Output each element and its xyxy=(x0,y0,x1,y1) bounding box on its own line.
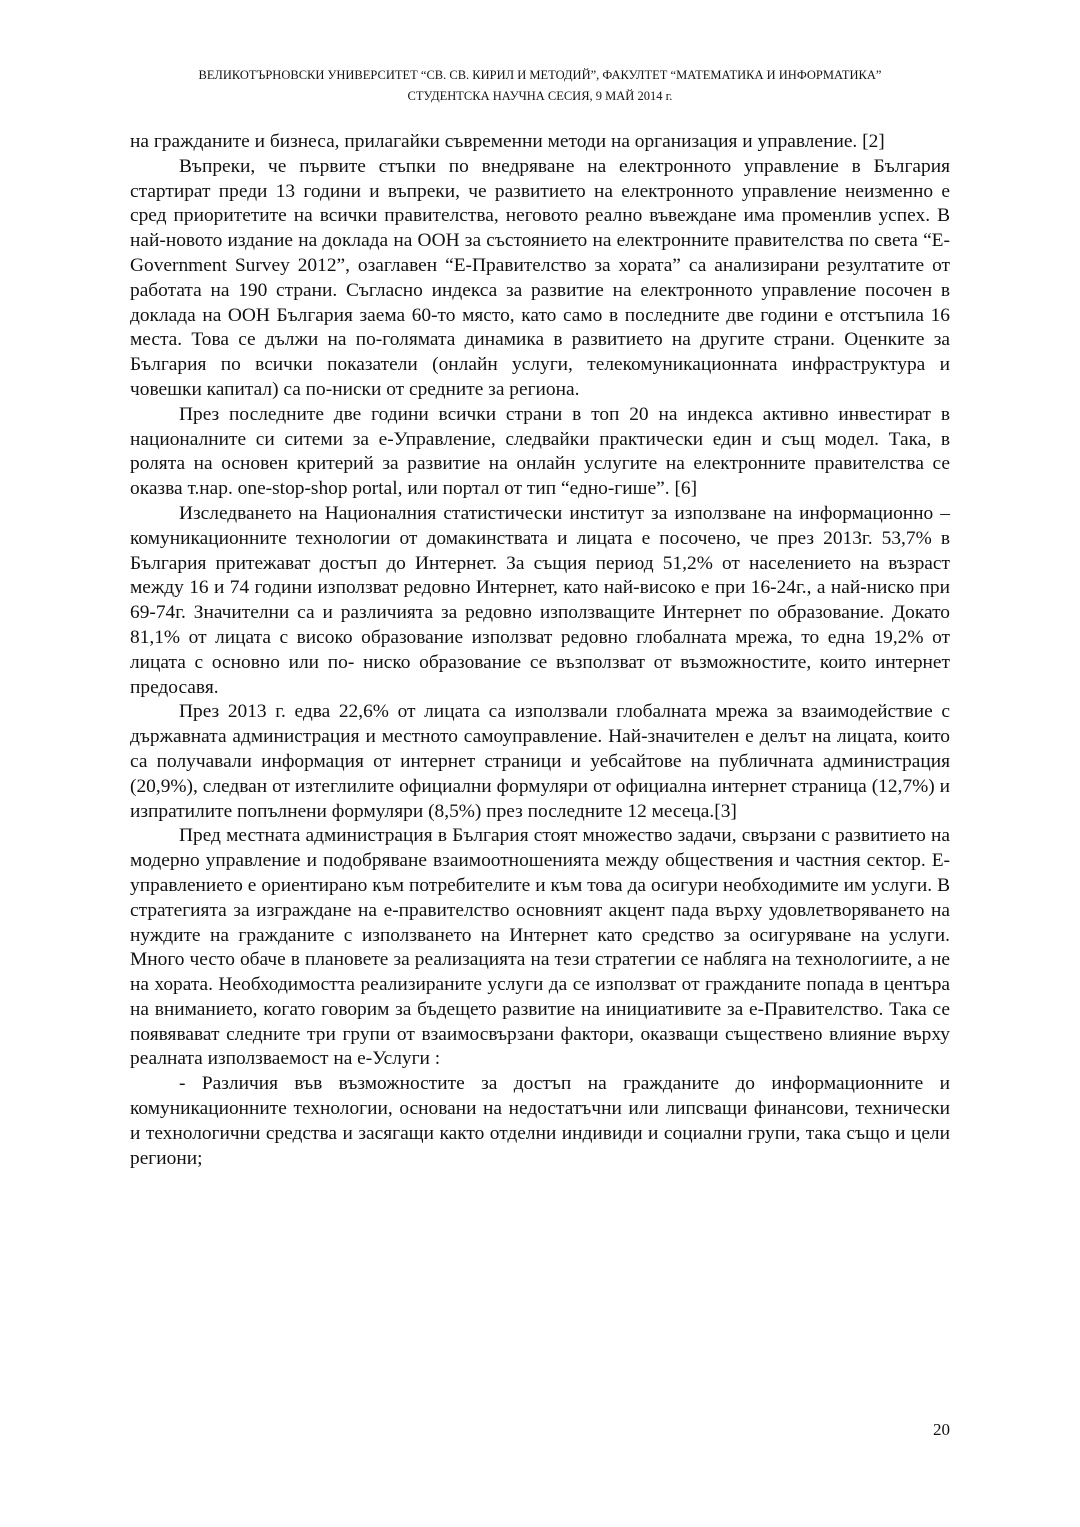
paragraph: През 2013 г. едва 22,6% от лицата са използвали глобалната мрежа за взаимодействие с държавната администрация и местното самоуправление. Най-значителен е делът на лицата, които са получавали информация от интернет страници и уебсайтове на публичната администрация (20,9%), следван от изтеглилите официални формуляри от официална интернет страница (12,7%) и изпратилите попълнени формуляри (8,5%) през последните 12 месеца.[3] xyxy=(130,701,950,822)
page-number: 20 xyxy=(933,1420,950,1439)
paragraph-continuation: на гражданите и бизнеса, прилагайки съвременни методи на организация и управление. [2] xyxy=(130,131,885,152)
paragraph: Пред местната администрация в България стоят множество задачи, свързани с развитието на модерно управление и подобряване взаимоотношенията между обществения и частния сектор. Е-управлението е ориентирано към потребителите и към това да осигури необходимите им услуги. В стратегията за изграждане на е-правителство основният акцент пада върху удовлетворяването на нуждите на гражданите с използването на Интернет като средство за осигуряване на услуги. Много често обаче в плановете за реализацията на тези стратегии се набляга на технологиите, а не на хората. Необходимостта реализираните услуги да се използват от гражданите попада в центъра на вниманието, когато говорим за бъдещето развитие на инициативите за е-Правителство. Така се появявават следните три групи от взаимосвързани фактори, оказващи съществено влияние върху реалната използваемост на е-Услуги : xyxy=(130,825,950,1070)
header-line-university: ВЕЛИКОТЪРНОВСКИ УНИВЕРСИТЕТ “СВ. СВ. КИРИЛ И МЕТОДИЙ”, ФАКУЛТЕТ “МАТЕМАТИКА И ИНФОРМАТИКА” xyxy=(198,68,882,82)
paragraph: Изследването на Националния статистически институт за използване на информационно – комуникационните технологии от домакинствата и лицата е посочено, че през 2013г. 53,7% в България притежават достъп до Интернет. За същия период 51,2% от населението на възраст между 16 и 74 години използват редовно Интернет, като най-високо е при 16-24г., а най-ниско при 69-74г. Значителни са и различията за редовно използващите Интернет по образование. Докато 81,1% от лицата с високо образование използват редовно глобалната мрежа, то една 19,2% от лицата с основно или по- ниско образование се възползват от възможностите, които интернет предосавя. xyxy=(130,502,950,698)
body-text xyxy=(130,130,950,1171)
list-item: - Различия във възможностите за достъп на гражданите до информационните и комуникационните технологии, основани на недостатъчни или липсващи финансови, технически и технологични средства и засягащи както отделни индивиди и социални групи, така също и цели региони; xyxy=(130,1073,950,1169)
header-line-session: СТУДЕНТСКА НАУЧНА СЕСИЯ, 9 МАЙ 2014 г. xyxy=(407,89,673,103)
paragraph: През последните две години всички страни в топ 20 на индекса активно инвестират в националните си ситеми за е-Управление, следвайки практически един и същ модел. Така, в ролята на основен критерий за развитие на онлайн услугите на електронните правителства се оказва т.нар. one-stop-shop portal, или портал от тип “едно-гише”. [6] xyxy=(130,403,950,500)
running-header xyxy=(130,65,950,107)
paragraph: Въпреки, че първите стъпки по внедряване на електронното управление в България стартират преди 13 години и въпреки, че развитието на електронното управление неизменно е сред приоритетите на всички правителства, неговото реално въвеждане има променлив успех. В най-новото издание на доклада на ООН за състоянието на електронните правителства по света “E-Government Survey 2012”, озаглавен “Е-Правителство за хората” са анализирани резултатите от работата на 190 страни. Съгласно индекса за развитие на електронното управление посочен в доклада на ООН България заема 60-то място, като само в последните две години е отстъпила 16 места. Това се дължи на по-голямата динамика в развитието на другите страни. Оценките за България по всички показатели (онлайн услуги, телекомуникационната инфраструктура и човешки капитал) са по-ниски от средните за региона. xyxy=(130,155,950,400)
